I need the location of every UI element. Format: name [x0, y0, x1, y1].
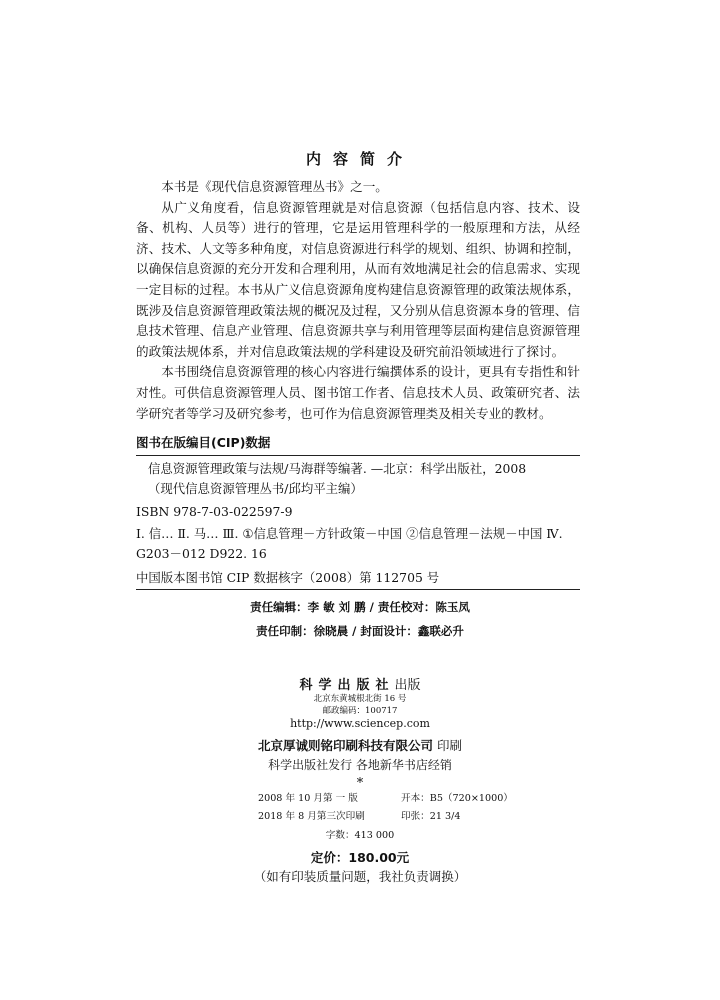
printed-sheets: 印张：21 3/4 — [401, 811, 461, 822]
printer-suffix: 印刷 — [433, 738, 462, 753]
publisher-suffix: 出版 — [394, 678, 421, 693]
cip-entry-title: 信息资源管理政策与法规/马海群等编著. —北京：科学出版社，2008 — [148, 461, 527, 476]
intro-paragraph: 本书是《现代信息资源管理丛书》之一。 — [161, 179, 388, 194]
intro-paragraph: 从广义角度看，信息资源管理就是对信息资源（包括信息内容、技术、设备、机构、人员等）进行的管理，它是运用管理科学的一般原理和方法，从经济、技术、人文等多种角度，对信息资源进行科学的规划、组织、协调和控制，以确保信息资源的充分开发和合理利用，从而有效地满足社会的信息需求、实现一定目标的过程。本书从广义信息资源角度构建信息资源管理的政策法规体系，既涉及信息资源管理政策法规的概况及过程，又分别从信息资源本身的管理、信息技术管理、信息产业管理、信息资源共享与利用管理等层面构建信息资源管理的政策法规体系，并对信息政策法规的学科建设及研究前沿领域进行了探讨。 — [136, 199, 580, 359]
price: 定价：180.00元 — [310, 850, 410, 865]
separator-star: * — [356, 776, 364, 791]
cip-entry-series: （现代信息资源管理丛书/邱均平主编） — [148, 481, 363, 496]
publisher-postcode: 邮政编码：100717 — [322, 706, 398, 716]
publisher-address: 北京东黄城根北街 16 号 — [313, 694, 407, 704]
edition-date: 2008 年 10 月第 一 版 — [258, 793, 358, 804]
printer-line — [0, 736, 720, 754]
printer-name: 北京厚诚则铭印刷科技有限公司 — [258, 738, 434, 753]
cip-top-divider — [136, 455, 580, 456]
quality-notice: （如有印装质量问题，我社负责调换） — [253, 869, 467, 884]
cip-subject: Ⅰ. 信… Ⅱ. 马… Ⅲ. ①信息管理－方针政策－中国 ②信息管理－法规－中国 Ⅳ. G203－012 D922. 16 — [136, 526, 563, 561]
production-credits: 责任印制：徐晓晨 / 封面设计：鑫联必升 — [256, 624, 464, 638]
cip-entry — [136, 459, 580, 499]
editor-credits: 责任编辑：李 敏 刘 鹏 / 责任校对：陈玉凤 — [250, 600, 470, 614]
publisher-logo-text: 科学出版社 — [299, 678, 395, 693]
cip-heading: 图书在版编目(CIP)数据 — [136, 435, 271, 450]
intro-title: 内容简介 — [305, 150, 414, 168]
publisher-line — [0, 674, 720, 693]
intro-paragraph: 本书围绕信息资源管理的核心内容进行编撰体系的设计，更具有专指性和针对性。可供信息资源管理人员、图书馆工作者、信息技术人员、政策研究者、法学研究者等学习及研究参考，也可作为信息资源管理类及相关专业的教材。 — [136, 364, 580, 421]
book-format: 开本：B5（720×1000） — [401, 793, 513, 804]
word-count: 字数：413 000 — [325, 830, 395, 841]
publisher-url: http://www.sciencep.com — [290, 717, 430, 730]
cip-isbn: ISBN 978-7-03-022597-9 — [136, 504, 293, 519]
cip-bottom-divider — [136, 589, 580, 590]
printing-date: 2018 年 8 月第三次印刷 — [258, 811, 365, 822]
intro-body — [136, 177, 580, 424]
cip-record: 中国版本图书馆 CIP 数据核字（2008）第 112705 号 — [136, 570, 440, 585]
distribution-line: 科学出版社发行 各地新华书店经销 — [268, 758, 452, 772]
